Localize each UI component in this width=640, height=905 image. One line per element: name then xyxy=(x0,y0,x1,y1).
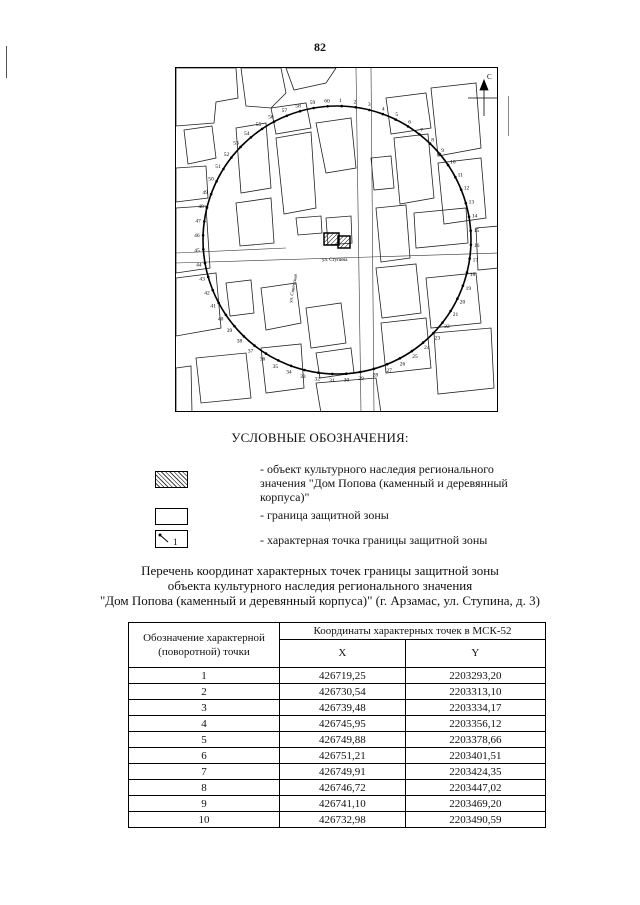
boundary-point-mark xyxy=(460,189,463,192)
boundary-point-label: 46 xyxy=(194,233,200,240)
boundary-point-label: 36 xyxy=(259,356,266,363)
boundary-point-label: 18 xyxy=(469,271,476,278)
svg-text:1: 1 xyxy=(173,537,178,547)
boundary-point-label: 57 xyxy=(281,108,288,115)
boundary-point-label: 60 xyxy=(324,98,330,105)
cell-x: 426739,48 xyxy=(280,700,406,716)
table-row xyxy=(129,716,546,732)
cell-y: 2203490,59 xyxy=(405,812,545,828)
cell-y: 2203334,17 xyxy=(405,700,545,716)
boundary-point-label: 10 xyxy=(450,159,456,166)
table-row xyxy=(129,764,546,780)
boundary-point-label: 32 xyxy=(314,376,320,383)
boundary-point-label: 34 xyxy=(286,369,292,376)
boundary-point-swatch-icon xyxy=(155,530,188,548)
boundary-point-mark xyxy=(303,369,306,372)
table-row xyxy=(129,700,546,716)
boundary-point-label: 44 xyxy=(196,262,202,269)
cell-point-number: 10 xyxy=(129,812,280,828)
cell-x: 426749,88 xyxy=(280,732,406,748)
boundary-point-label: 2 xyxy=(353,99,357,106)
boundary-point-label: 42 xyxy=(204,290,210,297)
map-drawing xyxy=(176,68,498,412)
boundary-point-mark xyxy=(468,215,471,218)
boundary-point-label: 7 xyxy=(420,127,423,134)
cell-point-number: 4 xyxy=(129,716,280,732)
boundary-point-label: 13 xyxy=(468,199,475,206)
cell-x: 426732,98 xyxy=(280,812,406,828)
boundary-point-label: 38 xyxy=(236,338,243,345)
boundary-point-label: 45 xyxy=(194,247,200,254)
cell-point-number: 7 xyxy=(129,764,280,780)
boundary-point-mark xyxy=(253,344,256,347)
header-coordinates-group: Координаты характерных точек в МСК-52 xyxy=(280,623,546,640)
cell-y: 2203356,12 xyxy=(405,716,545,732)
cell-x: 426745,95 xyxy=(280,716,406,732)
boundary-point-mark xyxy=(331,373,334,376)
cell-y: 2203447,02 xyxy=(405,780,545,796)
boundary-point-label: 31 xyxy=(329,377,335,384)
boundary-point-mark xyxy=(432,332,435,335)
heritage-object-map-mark xyxy=(324,233,339,245)
cell-y: 2203401,51 xyxy=(405,748,545,764)
street-label-sovetskaya: ул. Советская xyxy=(289,273,300,304)
cell-point-number: 9 xyxy=(129,796,280,812)
list-title-line-1: Перечень координат характерных точек границы защитной зоны xyxy=(141,563,499,578)
cell-x: 426719,25 xyxy=(280,668,406,684)
cell-y: 2203378,66 xyxy=(405,732,545,748)
boundary-point-label: 30 xyxy=(343,377,350,384)
boundary-point-mark xyxy=(217,302,220,305)
boundary-point-label: 20 xyxy=(459,299,466,306)
boundary-point-label: 22 xyxy=(444,324,450,331)
boundary-point-label: 17 xyxy=(472,257,479,264)
cell-y: 2203424,35 xyxy=(405,764,545,780)
boundary-point-mark xyxy=(407,125,410,128)
cell-y: 2203469,20 xyxy=(405,796,545,812)
boundary-point-label: 48 xyxy=(198,204,204,211)
boundary-point-mark xyxy=(203,220,206,223)
boundary-point-mark xyxy=(233,325,236,328)
boundary-point-mark xyxy=(469,229,472,232)
table-row xyxy=(129,796,546,812)
table-row xyxy=(129,748,546,764)
boundary-point-label: 24 xyxy=(424,345,430,352)
legend-title: УСЛОВНЫЕ ОБОЗНАЧЕНИЯ: xyxy=(231,430,409,445)
boundary-point-label: 15 xyxy=(473,228,480,235)
table-row xyxy=(129,684,546,700)
boundary-point-label: 41 xyxy=(210,303,216,310)
legend-text-boundary: - граница защитной зоны xyxy=(260,508,389,522)
boundary-point-label: 35 xyxy=(272,363,279,370)
boundary-point-label: 56 xyxy=(268,114,274,121)
boundary-point-mark xyxy=(466,271,469,274)
compass-north-label: С xyxy=(487,73,492,81)
boundary-point-label: 49 xyxy=(202,190,208,197)
cell-x: 426730,54 xyxy=(280,684,406,700)
boundary-point-mark xyxy=(468,257,471,260)
boundary-point-label: 5 xyxy=(395,112,399,119)
boundary-point-label: 26 xyxy=(399,361,406,368)
boundary-point-mark xyxy=(317,371,320,374)
boundary-point-mark xyxy=(277,359,280,362)
table-row xyxy=(129,780,546,796)
cell-x: 426751,21 xyxy=(280,748,406,764)
list-title-line-3: "Дом Попова (каменный и деревянный корпуса)" (г. Арзамас, ул. Ступина, д. 3) xyxy=(99,593,540,608)
cell-point-number: 1 xyxy=(129,668,280,684)
header-point-name: Обозначение характерной (поворотной) точки xyxy=(129,623,280,668)
boundary-point-label: 8 xyxy=(431,137,435,144)
boundary-point-label: 54 xyxy=(244,130,250,137)
site-map xyxy=(175,67,498,412)
cell-x: 426746,72 xyxy=(280,780,406,796)
cell-point-number: 3 xyxy=(129,700,280,716)
table-row xyxy=(129,812,546,828)
boundary-point-label: 53 xyxy=(233,140,239,147)
boundary-point-label: 52 xyxy=(223,151,230,158)
boundary-point-label: 33 xyxy=(300,373,306,380)
coordinates-list-title xyxy=(0,563,640,608)
boundary-point-label: 28 xyxy=(372,372,379,379)
coordinates-table xyxy=(128,622,546,828)
cell-point-number: 5 xyxy=(129,732,280,748)
boundary-point-mark xyxy=(212,289,215,292)
boundary-point-label: 39 xyxy=(226,328,233,334)
boundary-point-label: 21 xyxy=(452,312,459,319)
boundary-point-mark xyxy=(202,248,205,251)
boundary-point-mark xyxy=(394,118,397,121)
boundary-point-mark xyxy=(354,106,357,109)
boundary-point-label: 25 xyxy=(412,354,418,361)
boundary-point-label: 1 xyxy=(338,98,342,105)
boundary-point-label: 55 xyxy=(255,121,262,128)
boundary-point-mark xyxy=(454,176,457,179)
legend-text-heritage: - объект культурного наследия регионального значения "Дом Попова (каменный и деревянный корпуса)" xyxy=(260,462,508,504)
compass-icon xyxy=(468,80,498,116)
cell-point-number: 6 xyxy=(129,748,280,764)
boundary-point-label: 29 xyxy=(358,375,364,382)
boundary-point-label: 59 xyxy=(309,100,316,107)
boundary-point-mark xyxy=(222,168,225,171)
coordinates-table-body xyxy=(129,668,546,828)
boundary-point-label: 51 xyxy=(215,163,221,170)
boundary-point-mark xyxy=(422,341,425,344)
boundary-point-label: 27 xyxy=(386,367,392,374)
boundary-point-mark xyxy=(290,365,293,368)
point-marker-icon xyxy=(156,531,189,549)
boundary-point-label: 3 xyxy=(367,102,371,109)
boundary-point-mark xyxy=(326,105,329,108)
boundary-point-mark xyxy=(265,352,268,355)
boundary-point-label: 19 xyxy=(465,285,472,292)
boundary-point-mark xyxy=(206,206,209,209)
scan-edge-mark xyxy=(508,96,509,136)
boundary-point-mark xyxy=(386,363,389,366)
boundary-point-label: 9 xyxy=(441,148,444,154)
boundary-point-mark xyxy=(286,115,289,118)
boundary-point-label: 11 xyxy=(457,172,463,179)
boundary-point-mark xyxy=(447,164,450,167)
boundary-point-mark xyxy=(373,368,376,371)
boundary-point-label: 14 xyxy=(471,213,478,220)
cell-point-number: 2 xyxy=(129,684,280,700)
hatch-swatch-icon xyxy=(155,471,188,488)
list-title-line-2: объекта культурного наследия регионального значения xyxy=(167,578,473,593)
boundary-point-mark xyxy=(273,120,276,123)
boundary-point-mark xyxy=(340,105,343,108)
cell-y: 2203313,10 xyxy=(405,684,545,700)
boundary-point-label: 16 xyxy=(473,242,480,249)
boundary-point-mark xyxy=(215,180,218,183)
boundary-point-label: 47 xyxy=(195,218,201,225)
boundary-point-label: 23 xyxy=(434,335,441,342)
boundary-point-mark xyxy=(230,156,233,159)
boundary-point-mark xyxy=(470,243,473,246)
boundary-point-mark xyxy=(368,109,371,112)
legend-text-point: - характерная точка границы защитной зоны xyxy=(260,533,488,547)
boundary-point-mark xyxy=(261,128,264,131)
boundary-point-mark xyxy=(462,285,465,288)
boundary-point-mark xyxy=(225,314,228,317)
boundary-point-mark xyxy=(465,202,468,205)
boundary-point-mark xyxy=(456,297,459,300)
boundary-point-mark xyxy=(359,371,362,374)
boundary-point-label: 40 xyxy=(217,316,224,323)
boundary-point-label: 43 xyxy=(199,276,205,283)
boundary-point-mark xyxy=(210,193,213,196)
boundary-point-mark xyxy=(250,136,253,139)
page-number: 82 xyxy=(314,40,326,54)
boundary-point-mark xyxy=(411,350,414,353)
boundary-point-mark xyxy=(207,276,210,279)
boundary-point-mark xyxy=(449,310,452,313)
cell-point-number: 8 xyxy=(129,780,280,796)
header-y: Y xyxy=(405,639,545,667)
boundary-point-label: 50 xyxy=(208,176,214,183)
boundary-point-mark xyxy=(299,110,302,113)
street-label-stupina: ул. Ступина xyxy=(322,258,348,263)
boundary-point-mark xyxy=(239,146,242,149)
boundary-point-mark xyxy=(399,357,402,360)
boundary-point-mark xyxy=(204,262,207,265)
boundary-point-label: 6 xyxy=(408,119,411,126)
boundary-point-mark xyxy=(202,234,205,237)
cell-y: 2203293,20 xyxy=(405,668,545,684)
boundary-point-label: 58 xyxy=(295,103,301,110)
cell-x: 426749,91 xyxy=(280,764,406,780)
boundary-point-label: 12 xyxy=(463,185,470,192)
boundary-point-label: 4 xyxy=(381,106,385,113)
header-x: X xyxy=(280,639,406,667)
table-row xyxy=(129,732,546,748)
cell-x: 426741,10 xyxy=(280,796,406,812)
boundary-point-label: 37 xyxy=(247,348,254,355)
table-row xyxy=(129,668,546,684)
boundary-point-mark xyxy=(382,113,385,116)
boundary-point-mark xyxy=(312,107,315,110)
boundary-point-mark xyxy=(243,335,246,338)
boundary-point-mark xyxy=(345,372,348,375)
boundary-line-swatch-icon xyxy=(155,508,188,525)
